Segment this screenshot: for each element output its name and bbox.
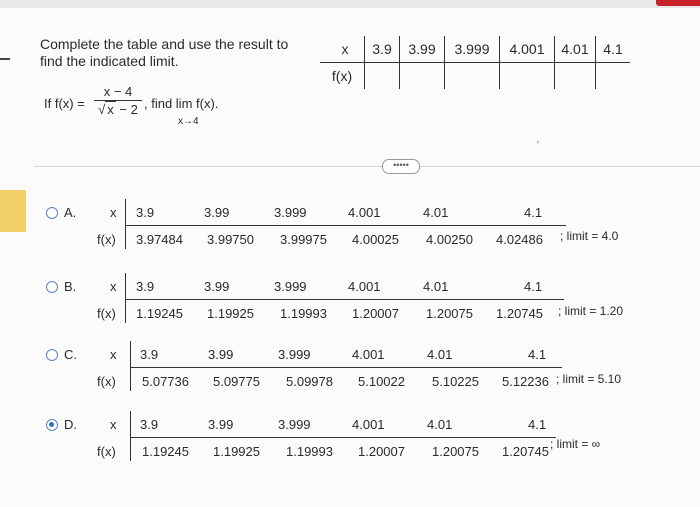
option-x-value: 3.999 — [278, 347, 311, 362]
option-limit-value: ; limit = ∞ — [550, 437, 601, 451]
question-line-1: Complete the table and use the result to — [40, 36, 289, 52]
question-line-2: find the indicated limit. — [40, 53, 179, 69]
formula-if-label: If f(x) = — [44, 96, 85, 111]
option-x-value: 4.01 — [427, 417, 453, 432]
option-f-value: 1.19245 — [136, 306, 183, 321]
option-limit-value: ; limit = 1.20 — [558, 304, 624, 318]
option-letter: D. — [64, 417, 77, 432]
option-letter: A. — [64, 205, 77, 220]
option-x-value: 3.999 — [274, 279, 307, 294]
close-tab-indicator[interactable] — [656, 0, 700, 6]
option-x-value: 3.999 — [274, 205, 307, 220]
option-x-value: 4.1 — [524, 205, 543, 220]
sqrt-radicand: x — [107, 102, 114, 117]
option-x-value: 4.1 — [524, 279, 543, 294]
table-divider-horizontal — [130, 437, 556, 438]
question-table-x-cell: 4.1 — [596, 36, 631, 63]
radio-button[interactable] — [46, 281, 58, 293]
option-f-value: 4.00250 — [426, 232, 473, 247]
option-x-label: x — [110, 205, 117, 220]
fraction-numerator: x − 4 — [103, 84, 133, 99]
option-d[interactable] — [40, 417, 700, 477]
question-table-x-cell: 3.999 — [445, 36, 500, 63]
option-x-value: 3.99 — [208, 347, 234, 362]
option-f-value: 1.19993 — [280, 306, 327, 321]
option-x-value: 3.99 — [204, 279, 230, 294]
option-f-value: 1.20075 — [426, 306, 473, 321]
option-x-value: 4.001 — [348, 279, 381, 294]
option-f-value: 5.12236 — [502, 374, 549, 389]
option-f-value: 5.07736 — [142, 374, 189, 389]
option-f-value: 3.99975 — [280, 232, 327, 247]
option-f-value: 3.97484 — [136, 232, 183, 247]
option-limit-value: ; limit = 4.0 — [560, 229, 619, 243]
option-f-label: f(x) — [97, 306, 116, 321]
sqrt-symbol: √ — [98, 102, 106, 117]
question-table — [320, 36, 630, 89]
option-x-label: x — [110, 279, 117, 294]
option-x-value: 3.9 — [140, 347, 159, 362]
option-f-value: 4.00025 — [352, 232, 399, 247]
question-table-f-row — [320, 63, 630, 90]
option-x-value: 3.999 — [278, 417, 311, 432]
option-limit-value: ; limit = 5.10 — [556, 372, 622, 386]
highlight-marker — [0, 190, 26, 232]
option-x-value: 4.1 — [528, 347, 547, 362]
option-x-value: 3.99 — [204, 205, 230, 220]
minimize-dash-icon — [0, 58, 10, 60]
option-f-value: 4.02486 — [496, 232, 543, 247]
table-divider-vertical — [130, 411, 131, 461]
option-f-label: f(x) — [97, 232, 116, 247]
section-divider — [34, 166, 700, 167]
question-table-f-cell[interactable] — [500, 63, 555, 90]
option-f-value: 1.19925 — [207, 306, 254, 321]
radio-button[interactable] — [46, 419, 58, 431]
option-x-value: 4.001 — [352, 417, 385, 432]
denominator-suffix: − 2 — [115, 102, 138, 117]
question-table-f-label: f(x) — [320, 63, 365, 90]
option-f-label: f(x) — [97, 374, 116, 389]
question-table-x-cell: 3.99 — [400, 36, 445, 63]
option-x-value: 4.01 — [427, 347, 453, 362]
option-letter: B. — [64, 279, 77, 294]
option-f-value: 1.20745 — [496, 306, 543, 321]
question-prompt — [40, 36, 288, 70]
option-f-value: 5.09978 — [286, 374, 333, 389]
option-x-value: 3.9 — [136, 205, 155, 220]
question-table-f-cell[interactable] — [365, 63, 400, 90]
option-f-value: 1.19925 — [213, 444, 260, 459]
question-table-f-cell[interactable] — [596, 63, 631, 90]
option-x-value: 3.9 — [136, 279, 155, 294]
option-f-label: f(x) — [97, 444, 116, 459]
option-letter: C. — [64, 347, 77, 362]
top-toolbar — [0, 0, 700, 8]
table-divider-horizontal — [125, 225, 566, 226]
question-table-x-cell: 4.001 — [500, 36, 555, 63]
expand-more-button[interactable]: ••••• — [382, 159, 420, 174]
question-table-x-label: x — [320, 36, 365, 63]
option-f-value: 1.19245 — [142, 444, 189, 459]
question-table-x-cell: 4.01 — [555, 36, 596, 63]
option-b[interactable] — [40, 279, 700, 339]
table-divider-horizontal — [130, 367, 562, 368]
option-x-value: 3.9 — [140, 417, 159, 432]
fraction-bar — [94, 100, 142, 101]
option-f-value: 1.20007 — [352, 306, 399, 321]
question-table-f-cell[interactable] — [400, 63, 445, 90]
option-f-value: 1.19993 — [286, 444, 333, 459]
stray-mark: ' — [537, 140, 539, 151]
option-x-value: 4.01 — [423, 205, 449, 220]
fraction — [94, 84, 142, 117]
option-a[interactable] — [40, 205, 700, 265]
limit-subscript: x→4 — [178, 116, 199, 127]
table-divider-vertical — [125, 273, 126, 323]
option-f-value: 1.20007 — [358, 444, 405, 459]
option-f-value: 1.20075 — [432, 444, 479, 459]
option-x-value: 3.99 — [208, 417, 234, 432]
option-x-value: 4.01 — [423, 279, 449, 294]
fraction-denominator — [94, 102, 142, 117]
table-divider-vertical — [130, 341, 131, 391]
question-table-f-cell[interactable] — [555, 63, 596, 90]
find-limit-text: , find lim f(x). — [144, 96, 219, 111]
radio-button[interactable] — [46, 349, 58, 361]
option-f-value: 3.99750 — [207, 232, 254, 247]
option-f-value: 5.10225 — [432, 374, 479, 389]
option-c[interactable] — [40, 347, 700, 407]
option-f-value: 5.09775 — [213, 374, 260, 389]
table-divider-horizontal — [125, 299, 564, 300]
option-x-label: x — [110, 347, 117, 362]
option-x-value: 4.001 — [348, 205, 381, 220]
radio-button[interactable] — [46, 207, 58, 219]
option-f-value: 1.20745 — [502, 444, 549, 459]
question-table-x-cell: 3.9 — [365, 36, 400, 63]
table-divider-vertical — [125, 199, 126, 249]
option-x-value: 4.001 — [352, 347, 385, 362]
option-x-label: x — [110, 417, 117, 432]
option-f-value: 5.10022 — [358, 374, 405, 389]
question-table-f-cell[interactable] — [445, 63, 500, 90]
question-table-x-row — [320, 36, 630, 63]
option-x-value: 4.1 — [528, 417, 547, 432]
